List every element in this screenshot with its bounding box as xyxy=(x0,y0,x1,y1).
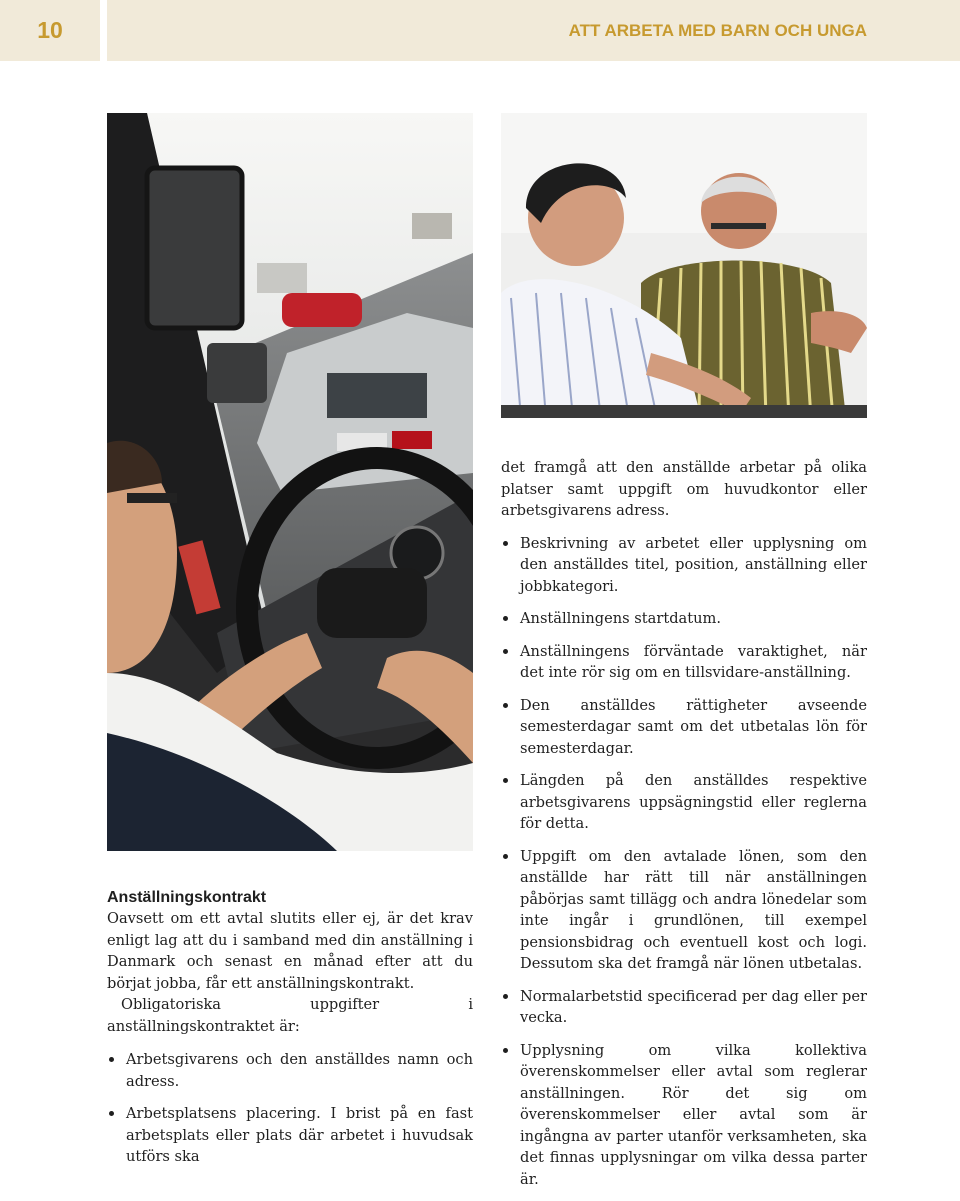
list-item xyxy=(501,770,867,835)
list-item xyxy=(501,608,867,630)
list-item-text: Normalarbetstid specificerad per dag eller per vecka. xyxy=(520,987,867,1026)
list-item xyxy=(501,695,867,760)
list-item-text: Uppgift om den avtalade lönen, som den anställde har rätt till när anställningen påbörjas samt tillägg och andra lönedelar som inte ingår i grundlönen, till exempel pensionsbidrag och eventuell kost och logi. Dessutom ska det framgå när lönen utbetalas. xyxy=(520,847,867,972)
bullet-icon xyxy=(503,616,508,621)
list-item-text: Den anställdes rättigheter avseende semesterdagar samt om det utbetalas lön för semesterdagar. xyxy=(520,696,867,757)
meeting-photo xyxy=(501,113,867,418)
section-heading: Anställningskontrakt xyxy=(107,889,267,906)
section-title: ATT ARBETA MED BARN OCH UNGA xyxy=(107,0,960,61)
list-item-text: Arbetsgivarens och den anställdes namn och adress. xyxy=(126,1051,473,1090)
bullet-icon xyxy=(503,994,508,999)
list-item xyxy=(501,533,867,598)
obligatory-paragraph: Obligatoriska uppgifter i anställningskontraktet är: xyxy=(107,996,473,1035)
right-bullet-list xyxy=(501,533,867,1191)
bullet-icon xyxy=(503,703,508,708)
bullet-icon xyxy=(503,649,508,654)
list-item-text: Anställningens startdatum. xyxy=(520,610,721,627)
right-column xyxy=(501,457,867,1201)
intro-paragraph: Oavsett om ett avtal slutits eller ej, är det krav enligt lag att du i samband med din anställning i Danmark och senast en månad efter att du börjat jobba, får ett anställningskontrakt. xyxy=(107,910,473,992)
list-item-text: Arbetsplatsens placering. I brist på en fast arbetsplats eller plats där arbetet i huvudsak utförs ska xyxy=(126,1105,473,1165)
bullet-icon xyxy=(503,541,508,546)
bus-driver-photo xyxy=(107,113,473,851)
bullet-icon xyxy=(503,854,508,859)
list-item xyxy=(501,986,867,1029)
list-item xyxy=(107,1049,473,1092)
list-item xyxy=(501,846,867,975)
bullet-icon xyxy=(503,778,508,783)
page-number: 10 xyxy=(0,0,100,61)
list-item-text: Upplysning om vilka kollektiva överenskommelser eller avtal som reglerar anställningen. Rör det sig om överenskommelser eller avtal som är ingångna av parter utanför verksamheten, ska det finnas upplysningar om vilka dessa parter är. xyxy=(520,1041,867,1188)
bullet-icon xyxy=(109,1111,114,1116)
continuation-paragraph: det framgå att den anställde arbetar på olika platser samt uppgift om huvudkontor eller arbetsgivarens adress. xyxy=(501,459,867,519)
list-item xyxy=(501,1040,867,1191)
list-item xyxy=(501,641,867,684)
bullet-icon xyxy=(109,1057,114,1062)
list-item-text: Anställningens förväntade varaktighet, när det inte rör sig om en tillsvidare-anställning. xyxy=(520,642,867,681)
list-item-text: Beskrivning av arbetet eller upplysning om den anställdes titel, position, anställning eller jobbkategori. xyxy=(520,534,867,595)
left-column xyxy=(107,887,473,1179)
list-item-text: Längden på den anställdes respektive arbetsgivarens uppsägningstid eller reglerna för detta. xyxy=(520,772,867,832)
bullet-icon xyxy=(503,1048,508,1053)
list-item xyxy=(107,1103,473,1168)
